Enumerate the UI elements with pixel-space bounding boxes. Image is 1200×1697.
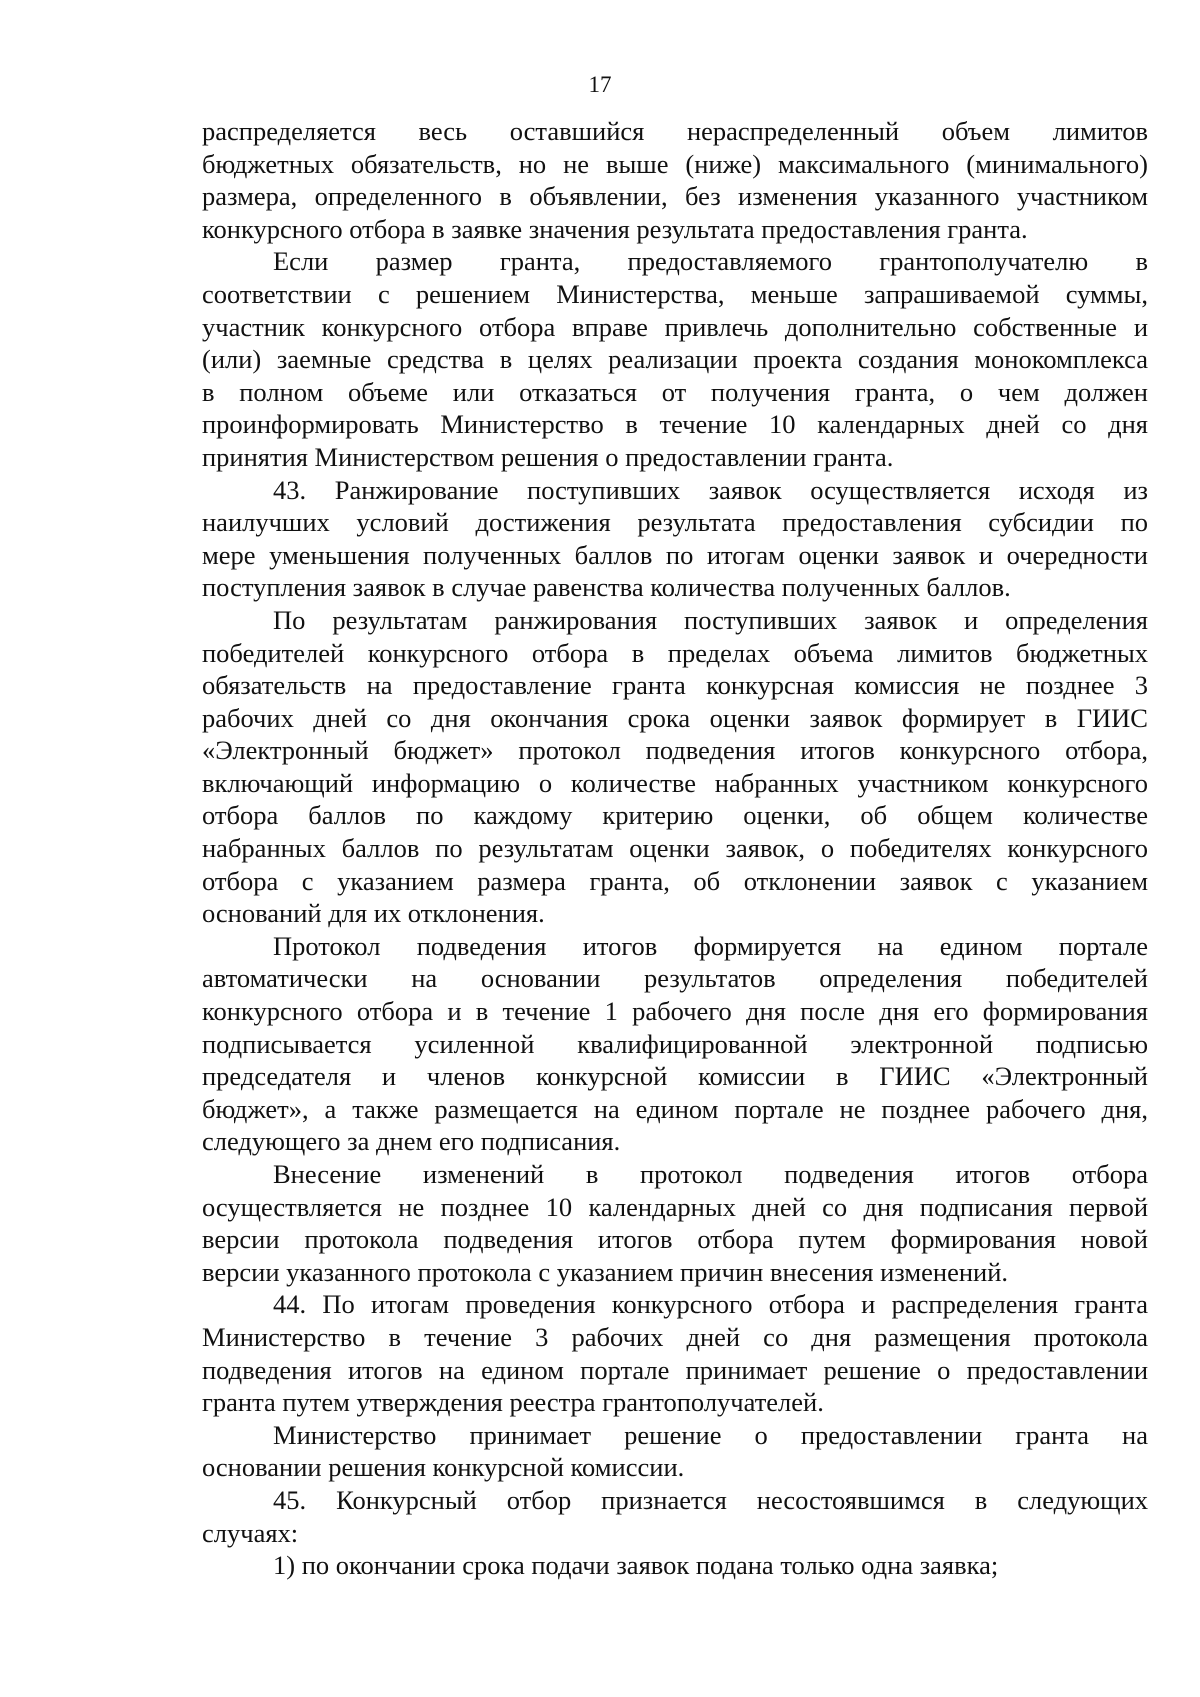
text-line: наилучших условий достижения результата предоставления субсидии по — [202, 507, 1148, 538]
text-line: оснований для их отклонения. — [202, 898, 545, 929]
text-line: набранных баллов по результатам оценки заявок, о победителях конкурсного — [202, 833, 1148, 864]
text-line: отбора с указанием размера гранта, об отклонении заявок с указанием — [202, 865, 1148, 896]
text-line: автоматически на основании результатов определения победителей — [202, 963, 1148, 994]
text-line: включающий информацию о количестве набранных участником конкурсного — [202, 767, 1148, 798]
text-line: осуществляется не позднее 10 календарных дней со дня подписания первой — [202, 1191, 1148, 1222]
text-line: (или) заемные средства в целях реализации проекта создания монокомплекса — [202, 344, 1148, 375]
text-line: проинформировать Министерство в течение 10 календарных дней со дня — [202, 409, 1148, 440]
text-line: рабочих дней со дня окончания срока оценки заявок формирует в ГИИС — [202, 702, 1148, 733]
text-line: гранта путем утверждения реестра грантополучателей. — [202, 1387, 824, 1418]
text-line: следующего за днем его подписания. — [202, 1126, 621, 1157]
text-line: Протокол подведения итогов формируется на едином портале — [273, 930, 1148, 961]
text-line: подписывается усиленной квалифицированной электронной подписью — [202, 1028, 1148, 1059]
body-text — [202, 115, 1148, 1582]
text-line: победителей конкурсного отбора в пределах объема лимитов бюджетных — [202, 637, 1148, 668]
text-line: Если размер гранта, предоставляемого грантополучателю в — [273, 246, 1148, 277]
text-line: председателя и членов конкурсной комиссии в ГИИС «Электронный — [202, 1061, 1148, 1092]
text-line: «Электронный бюджет» протокол подведения итогов конкурсного отбора, — [202, 735, 1148, 766]
text-line: бюджет», а также размещается на едином портале не позднее рабочего дня, — [202, 1093, 1148, 1124]
text-line: соответствии с решением Министерства, меньше запрашиваемой суммы, — [202, 278, 1148, 309]
text-line: бюджетных обязательств, но не выше (ниже) максимального (минимального) — [202, 148, 1148, 179]
page-number: 17 — [588, 72, 612, 97]
text-line: обязательств на предоставление гранта конкурсная комиссия не позднее 3 — [202, 670, 1148, 701]
text-line: Министерство в течение 3 рабочих дней со дня размещения протокола — [202, 1321, 1148, 1352]
text-line: конкурсного отбора в заявке значения результата предоставления гранта. — [202, 213, 1028, 244]
text-line: 44. По итогам проведения конкурсного отбора и распределения гранта — [273, 1289, 1148, 1320]
text-line: распределяется весь оставшийся нераспределенный объем лимитов — [202, 116, 1148, 146]
text-line: основании решения конкурсной комиссии. — [202, 1452, 685, 1483]
text-line: подведения итогов на едином портале принимает решение о предоставлении — [202, 1354, 1148, 1385]
text-line: размера, определенного в объявлении, без изменения указанного участником — [202, 181, 1148, 212]
text-line: версии указанного протокола с указанием причин внесения изменений. — [202, 1256, 1008, 1287]
text-line: отбора баллов по каждому критерию оценки, об общем количестве — [202, 800, 1148, 831]
text-line: участник конкурсного отбора вправе привлечь дополнительно собственные и — [202, 311, 1148, 342]
text-line: По результатам ранжирования поступивших заявок и определения — [273, 604, 1148, 635]
text-line: Внесение изменений в протокол подведения итогов отбора — [273, 1159, 1148, 1189]
text-line: поступления заявок в случае равенства количества полученных баллов. — [202, 572, 1011, 603]
text-line: версии протокола подведения итогов отбора путем формирования новой — [202, 1224, 1148, 1255]
text-line: принятия Министерством решения о предоставлении гранта. — [202, 441, 894, 472]
text-line: случаях: — [202, 1517, 299, 1548]
text-line: 1) по окончании срока подачи заявок подана только одна заявка; — [273, 1550, 999, 1581]
text-line: 45. Конкурсный отбор признается несостоявшимся в следующих — [273, 1484, 1148, 1515]
text-line: Министерство принимает решение о предоставлении гранта на — [273, 1419, 1148, 1450]
text-line: 43. Ранжирование поступивших заявок осуществляется исходя из — [273, 474, 1148, 505]
text-line: мере уменьшения полученных баллов по итогам оценки заявок и очередности — [202, 539, 1148, 570]
text-line: в полном объеме или отказаться от получения гранта, о чем должен — [202, 376, 1148, 407]
text-line: конкурсного отбора и в течение 1 рабочего дня после дня его формирования — [202, 996, 1148, 1027]
